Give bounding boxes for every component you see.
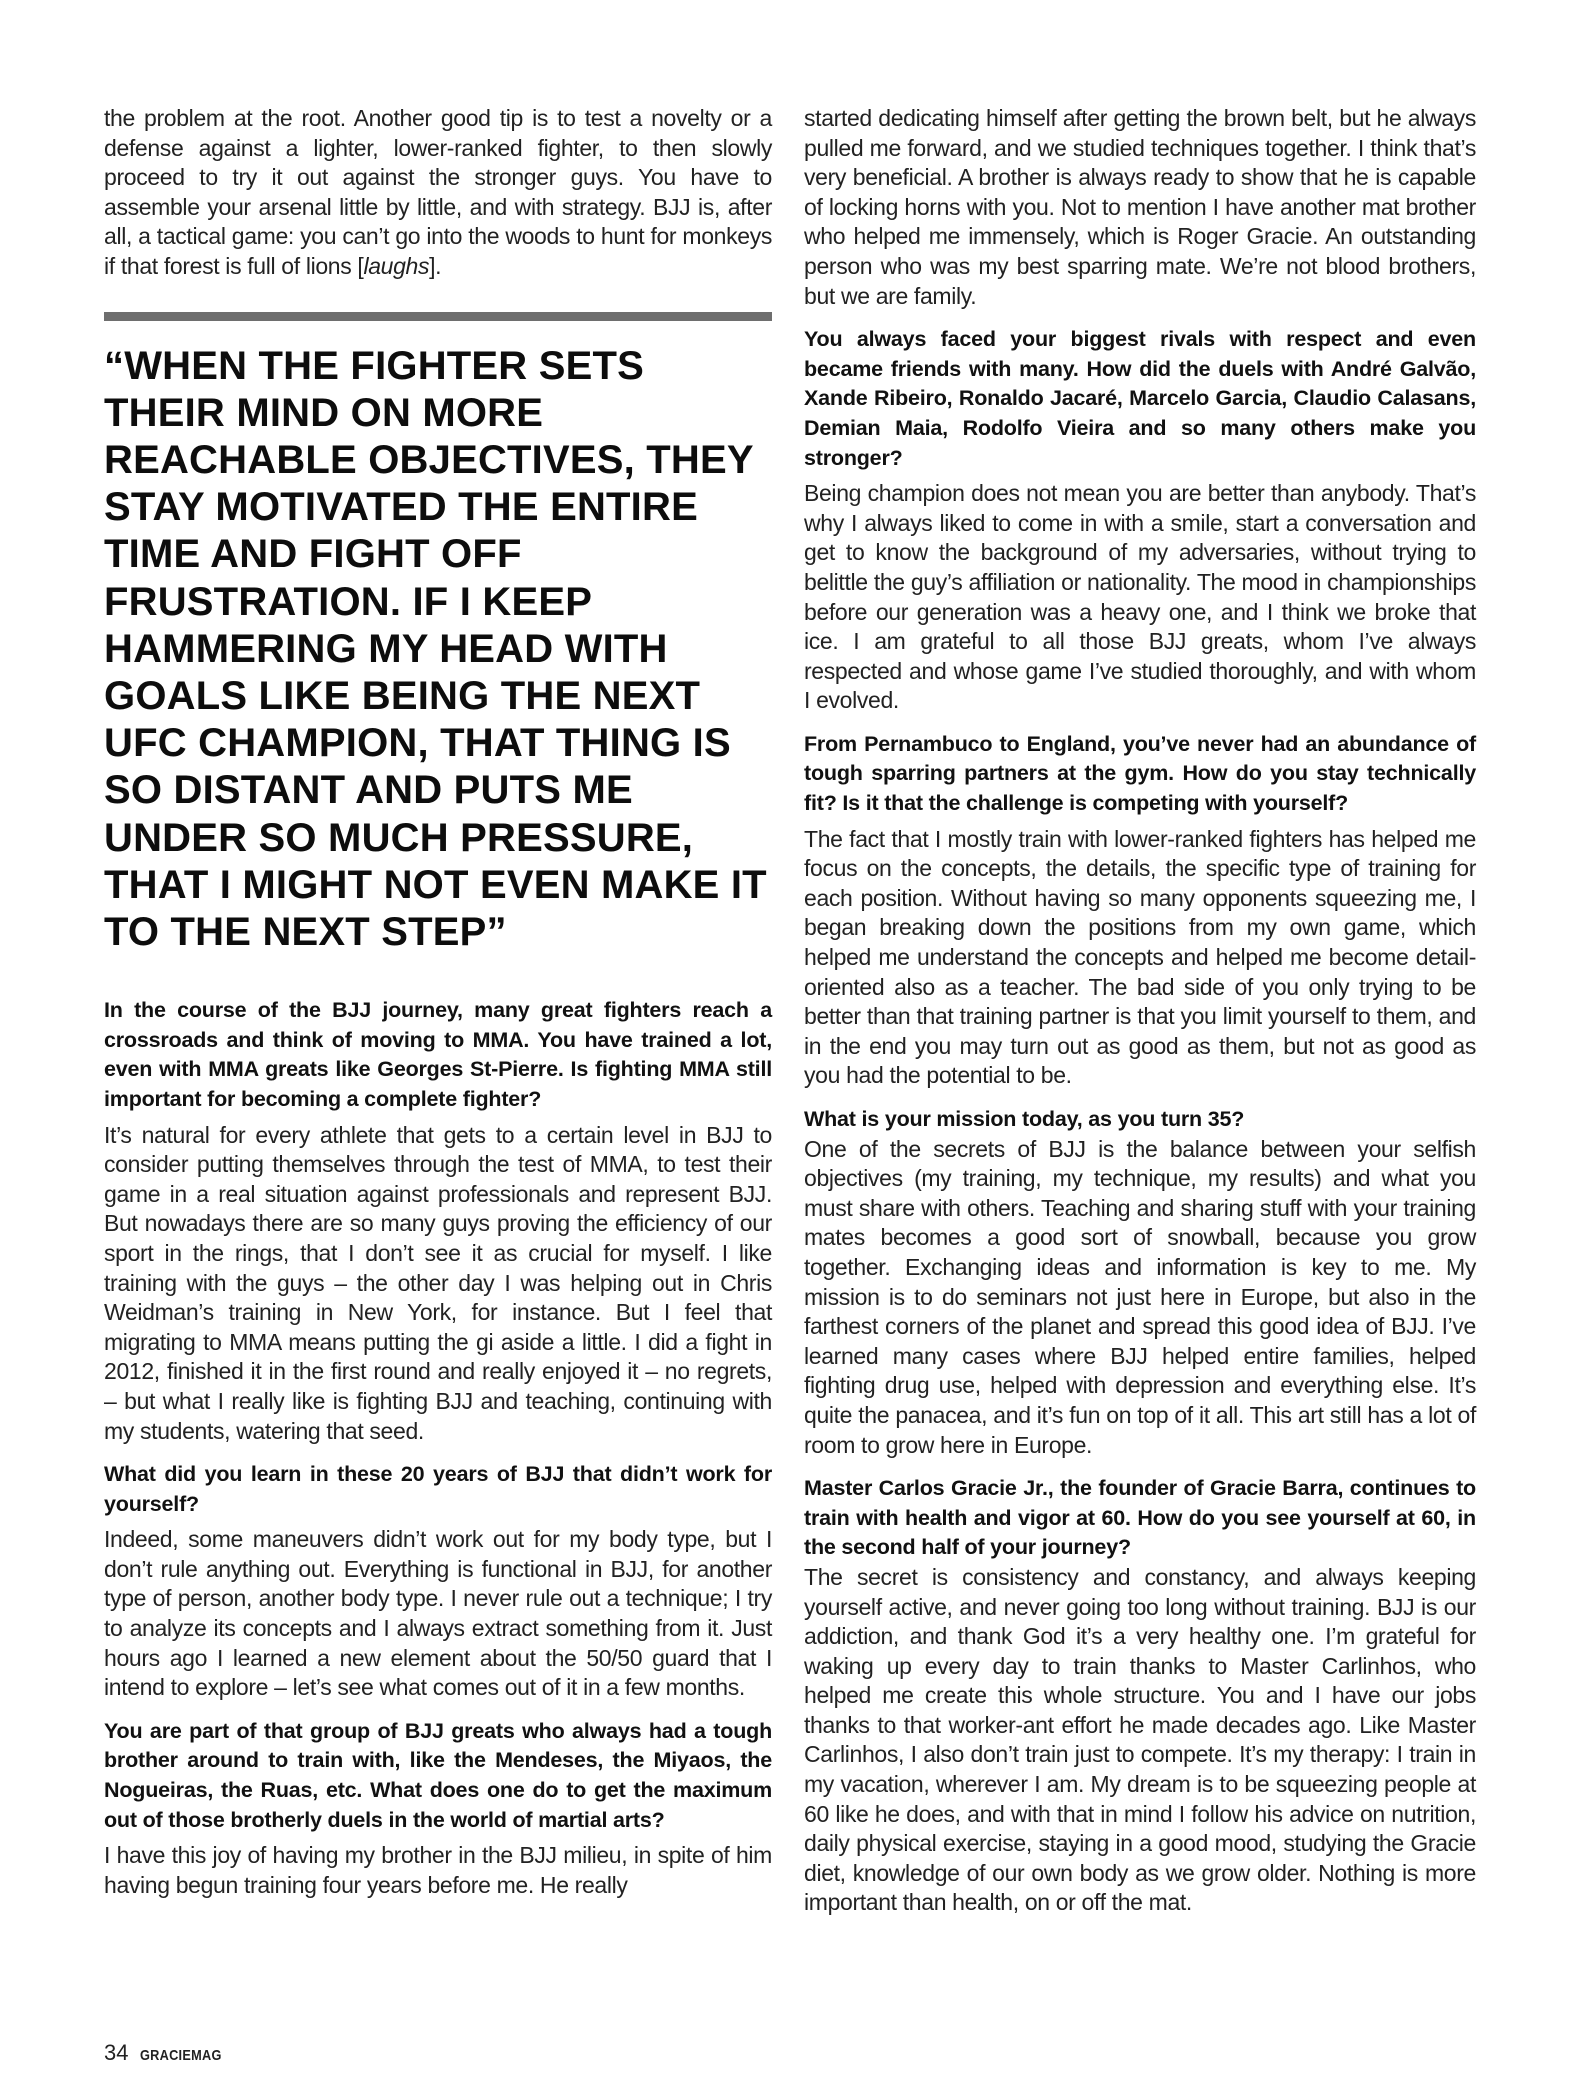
answer-20-years: Indeed, some maneuvers didn’t work out for my body type, but I don’t rule anything out. Everything is functional in BJJ, for another type of person, another body type. I never rule out a technique; I try to analyze its concepts and I always extract something from it. Just hours ago I learned a new element about the 50/50 guard that I intend to explore – let’s see what comes out of it in a few months. xyxy=(104,1526,772,1701)
right-column xyxy=(804,104,1476,1918)
page-footer xyxy=(104,2040,237,2066)
question-20-years: What did you learn in these 20 years of BJJ that didn’t work for yourself? xyxy=(104,1462,772,1516)
answer-mission: One of the secrets of BJJ is the balance between your selfish objectives (my training, my technique, my results) and what you must share with others. Teaching and sharing stuff with your training mates becomes a good sort of snowball, because you grow together. Exchanging ideas and information is key to me. My mission is to do seminars not just here in Europe, but also in the farthest corners of the planet and spread this good idea of BJJ. I’ve learned many cases where BJJ helped entire families, helped fighting drug use, helped with depression and everything else. It’s quite the panacea, and it’s fun on top of it all. This art still has a lot of room to grow here in Europe. xyxy=(804,1135,1476,1458)
laughs-italic: laughs xyxy=(363,252,430,279)
question-brothers: You are part of that group of BJJ greats who always had a tough brother around to train with, like the Mendeses, the Miyaos, the Nogueiras, the Ruas, etc. What does one do to get the maximum out of those brotherly duels in the world of martial arts? xyxy=(104,1718,772,1832)
magazine-name: GRACIEMAG xyxy=(140,2047,223,2064)
answer-mma: It’s natural for every athlete that gets to a certain level in BJJ to consider putting themselves through the test of MMA, to test their game in a real situation against professionals and represent BJJ. But nowadays there are so many guys proving the efficiency of our sport in the rings, that I don’t see it as crucial for myself. I like training with the guys – the other day I was helping out in Chris Weidman’s training in New York, for instance. But I feel that migrating to MMA means putting the gi aside a little. I did a fight in 2012, finished it in the first round and really enjoyed it – no regrets, – but what I really like is fighting BJJ and teaching, continuing with my students, watering that seed. xyxy=(104,1121,772,1444)
intro-paragraph: the problem at the root. Another good tip is to test a novelty or a defense against a lighter, lower-ranked fighter, to then slowly proceed to try it out against the stronger guys. You have to assemble your arsenal little by little, and with strategy. BJJ is, after all, a tactical game: you can’t go into the woods to hunt for monkeys if that forest is full of lions [laughs]. xyxy=(104,105,772,279)
answer-at-60: The secret is consistency and constancy, and always keeping yourself active, and never going too long without training. BJJ is our addiction, and thank God it’s a very healthy one. I’m grateful for waking up every day to train thanks to Master Carlinhos, who helped me create this whole structure. You and I have our jobs thanks to that worker-ant effort he made decades ago. Like Master Carlinhos, I also don’t train just to compete. It’s my therapy: I train in my vacation, wherever I am. My dream is to be squeezing people at 60 like he does, and with that in mind I follow his advice on nutrition, daily physical exercise, staying in a good mood, studying the Gracie diet, knowledge of our own body as we grow older. Nothing is more important than health, on or off the mat. xyxy=(804,1563,1476,1916)
page-number: 34 xyxy=(104,2040,129,2065)
question-mission: What is your mission today, as you turn 35? xyxy=(804,1107,1245,1131)
question-at-60: Master Carlos Gracie Jr., the founder of Gracie Barra, continues to train with health and vigor at 60. How do you see yourself at 60, in the second half of your journey? xyxy=(804,1476,1476,1560)
answer-brothers-continued: started dedicating himself after getting the brown belt, but he always pulled me forward, and we studied techniques together. I think that’s very beneficial. A brother is always ready to show that he is capable of locking horns with you. Not to mention I have another mat brother who helped me immensely, which is Roger Gracie. An outstanding person who was my best sparring mate. We’re not blood brothers, but we are family. xyxy=(804,105,1476,309)
answer-rivals: Being champion does not mean you are better than anybody. That’s why I always liked to come in with a smile, start a conversation and get to know the background of my adversaries, without trying to belittle the guy’s affiliation or nationality. The mood in championships before our generation was a heavy one, and I think we broke that ice. I am grateful to all those BJJ greats, whom I’ve always respected and whose game I’ve studied thoroughly, and with whom I evolved. xyxy=(804,480,1476,714)
question-rivals: You always faced your biggest rivals with respect and even became friends with many. How did the duels with André Galvão, Xande Ribeiro, Ronaldo Jacaré, Marcelo Garcia, Claudio Calasans, Demian Maia, Rodolfo Vieira and so many others make you stronger? xyxy=(804,327,1476,470)
pull-quote-divider xyxy=(104,312,772,321)
question-mma: In the course of the BJJ journey, many great fighters reach a crossroads and think of moving to MMA. You have trained a lot, even with MMA greats like Georges St-Pierre. Is fighting MMA still important for becoming a complete fighter? xyxy=(104,998,772,1111)
answer-sparring-partners: The fact that I mostly train with lower-ranked fighters has helped me focus on the concepts, the details, the specific type of training for each position. Without having so many opponents squeezing me, I began breaking down the positions from my own game, which helped me understand the concepts and helped me become detail-oriented also as a teacher. The bad side of you only trying to be better than that training partner is that you limit yourself to them, and in the end you may turn out as good as them, but not as good as you had the potential to be. xyxy=(804,825,1476,1089)
question-sparring-partners: From Pernambuco to England, you’ve never had an abundance of tough sparring partners at the gym. How do you stay technically fit? Is it that the challenge is competing with yourself? xyxy=(804,731,1476,816)
left-column xyxy=(104,104,772,1900)
pull-quote: “WHEN THE FIGHTER SETS THEIR MIND ON MORE REACHABLE OBJECTIVES, THEY STAY MOTIVATED THE ENTIRE TIME AND FIGHT OFF FRUSTRATION. IF I KEEP HAMMERING MY HEAD WITH GOALS LIKE BEING THE NEXT UFC CHAMPION, THAT THING IS SO DISTANT AND PUTS ME UNDER SO MUCH PRESSURE, THAT I MIGHT NOT EVEN MAKE IT TO THE NEXT STEP” xyxy=(104,343,767,954)
answer-brothers-start: I have this joy of having my brother in the BJJ milieu, in spite of him having begun training four years before me. He really xyxy=(104,1842,772,1898)
